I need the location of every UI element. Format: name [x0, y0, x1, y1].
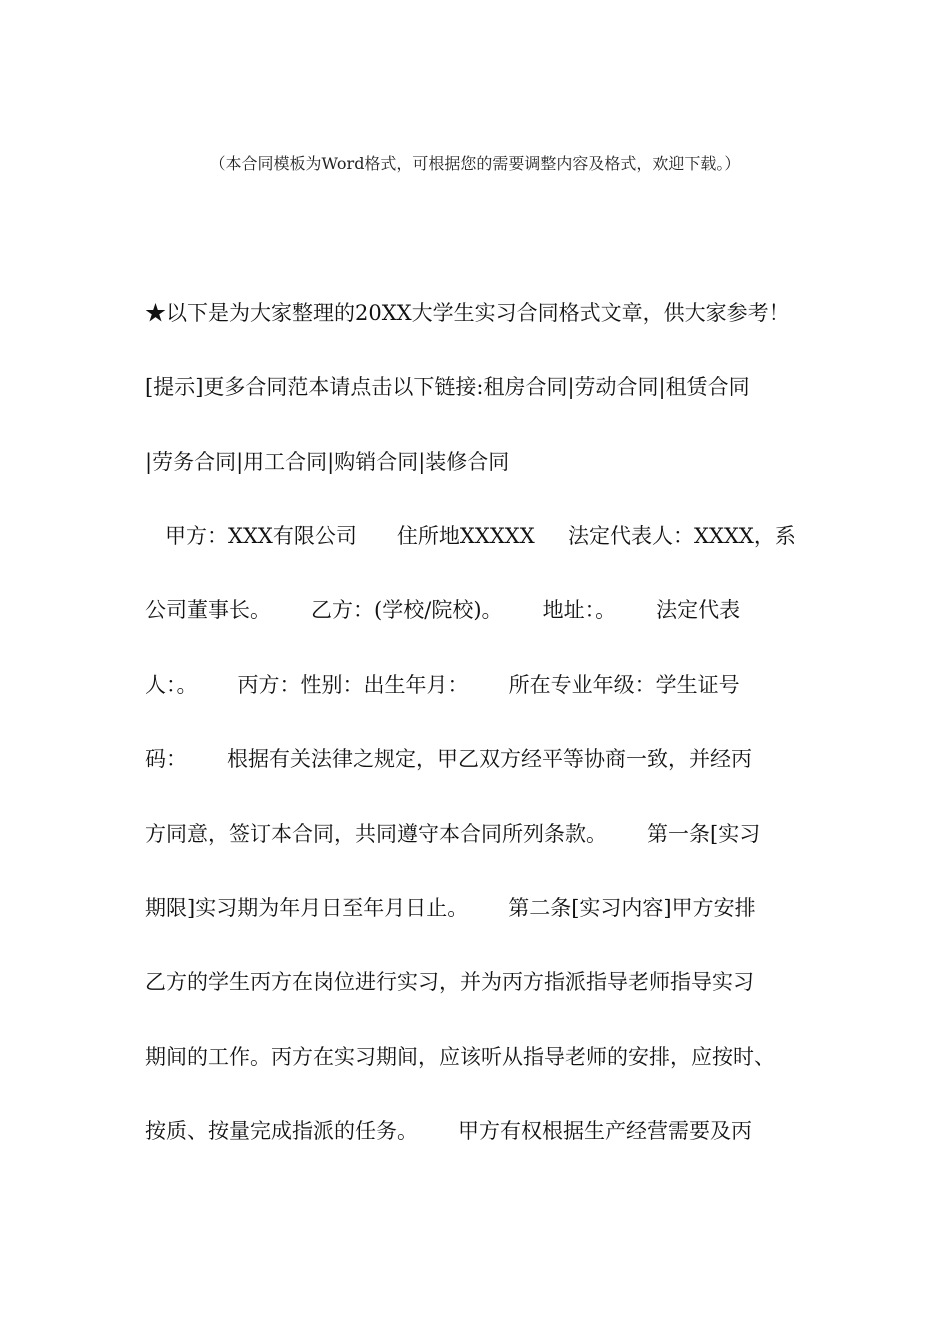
body-line: 人：。 丙方：性别：出生年月： 所在专业年级：学生证号: [145, 673, 740, 697]
intro-line: ★以下是为大家整理的20XX大学生实习合同格式文章，供大家参考！: [145, 301, 790, 325]
template-note: （本合同模板为Word格式，可根据您的需要调整内容及格式，欢迎下载。）: [209, 154, 741, 173]
body-line: 期间的工作。丙方在实习期间，应该听从指导老师的安排，应按时、: [145, 1045, 775, 1069]
body-line: 期限]实习期为年月日至年月日止。 第二条[实习内容]甲方安排: [145, 896, 756, 920]
body-line: 方同意，签订本合同，共同遵守本合同所列条款。 第一条[实习: [145, 822, 761, 846]
body-line: 码： 根据有关法律之规定，甲乙双方经平等协商一致，并经丙: [145, 747, 753, 771]
links-line: |劳务合同|用工合同|购销合同|装修合同: [145, 450, 510, 474]
links-hint-line: [提示]更多合同范本请点击以下链接:租房合同|劳动合同|租赁合同: [145, 375, 750, 399]
body-line: 公司董事长。 乙方：(学校/院校)。 地址：。 法定代表: [145, 598, 741, 622]
body-line: 按质、按量完成指派的任务。 甲方有权根据生产经营需要及丙: [145, 1119, 753, 1143]
body-line: 乙方的学生丙方在岗位进行实习，并为丙方指派指导老师指导实习: [145, 970, 754, 994]
body-line: 甲方：XXX有限公司 住所地XXXXX 法定代表人：XXXX，系: [145, 524, 796, 548]
